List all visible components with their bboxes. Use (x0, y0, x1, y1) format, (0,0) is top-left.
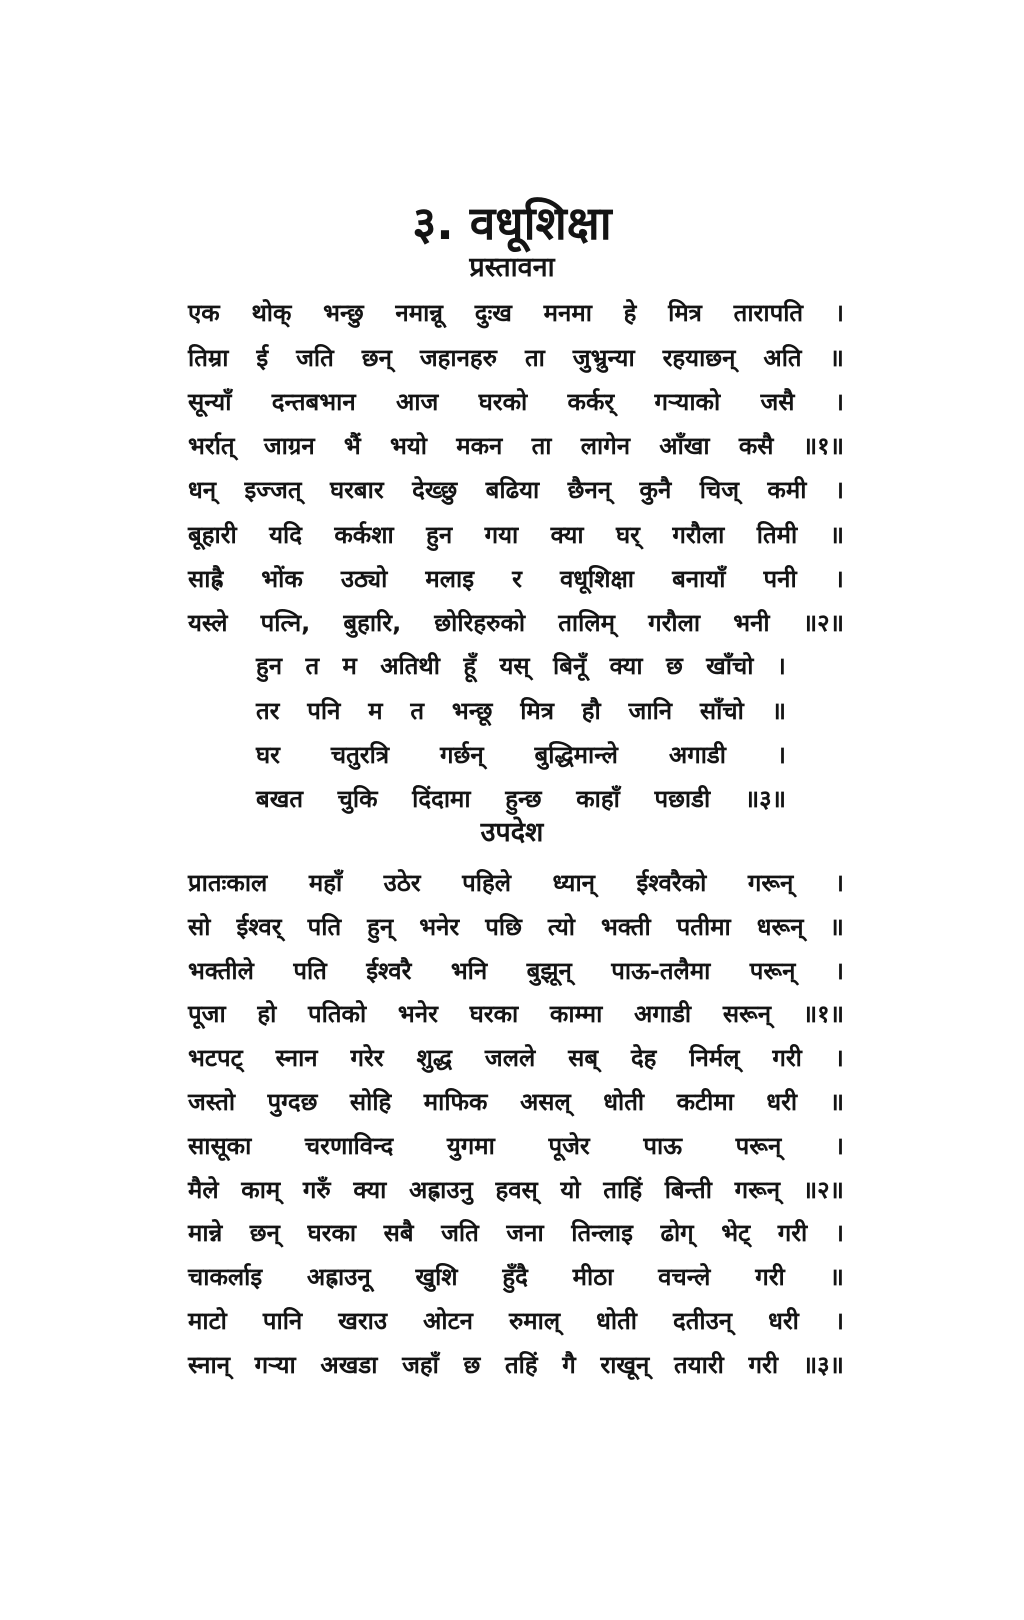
section-heading-upadesh: उपदेश (480, 817, 544, 848)
verse-line: यस्ले पत्नि, बुहारि, छोरिहरुको तालिम् गरौला भनी ॥२॥ (188, 609, 844, 637)
verse-line: भर्रात् जाग्रन भैं भयो मकन ता लागेन आँखा कसै ॥१॥ (188, 432, 844, 460)
verse-line: पूजा हो पतिको भनेर घरका काम्मा अगाडी सरून् ॥१॥ (188, 1000, 844, 1028)
verse-line: सून्याँ दन्तबभान आज घरको कर्कर् गऱ्याको जसै । (188, 388, 844, 416)
verse-line: बखत चुकि दिंदामा हुन्छ काहाँ पछाडी ॥३॥ (256, 785, 786, 813)
verse-line: मैले काम् गरुँ क्या अह्राउनु हवस् यो ताहिं बिन्ती गरून् ॥२॥ (188, 1176, 844, 1204)
verse-line: चाकर्लाइ अह्राउनू खुशि हुँदै मीठा वचन्ले गरी ॥ (188, 1263, 844, 1291)
verse-line: स्नान् गऱ्या अखडा जहाँ छ तहिं गै राखून् तयारी गरी ॥३॥ (188, 1351, 844, 1379)
verse-line: भक्तीले पति ईश्वरै भनि बुझून् पाऊ-तलैमा परून् । (188, 957, 844, 985)
verse-line: जस्तो पुग्दछ सोहि माफिक असल् धोती कटीमा धरी ॥ (188, 1088, 844, 1116)
verse-line: साह्रै भोंक उठ्यो मलाइ र वधूशिक्षा बनायाँ पनी । (188, 565, 844, 593)
verse-line: प्रातःकाल महाँ उठेर पहिले ध्यान् ईश्वरैको गरून् । (188, 869, 844, 897)
verse-line: बूहारी यदि कर्कशा हुन गया क्या घर् गरौला तिमी ॥ (188, 521, 844, 549)
verse-line: माटो पानि खराउ ओटन रुमाल् धोती दतीउन् धरी । (188, 1307, 844, 1335)
verse-line: धन् इज्जत् घरबार देख्छु बढिया छैनन् कुनै चिज् कमी । (188, 476, 844, 504)
section-heading-prastavana: प्रस्तावना (469, 252, 555, 283)
verse-line: तिम्रा ई जति छन् जहानहरु ता जुभ्रुन्या रहयाछन् अति ॥ (188, 344, 844, 372)
chapter-title: ३. वधूशिक्षा (412, 196, 612, 250)
verse-line: मान्ने छन् घरका सबै जति जना तिन्लाइ ढोग् भेट् गरी । (188, 1219, 844, 1247)
verse-line: सो ईश्वर् पति हुन् भनेर पछि त्यो भक्ती पतीमा धरून् ॥ (188, 913, 844, 941)
verse-line: घर चतुरत्रि गर्छन् बुद्धिमान्ले अगाडी । (256, 741, 786, 769)
verse-line: तर पनि म त भन्छू मित्र हौ जानि साँचो ॥ (256, 697, 786, 725)
verse-line: एक थोक् भन्छु नमान्नू दुःख मनमा हे मित्र तारापति । (188, 299, 844, 327)
verse-line: हुन त म अतिथी हूँ यस् बिनूँ क्या छ खाँचो । (256, 652, 786, 680)
verse-line: भटपट् स्नान गरेर शुद्ध जलले सब् देह निर्मल् गरी । (188, 1044, 844, 1072)
verse-line: सासूका चरणाविन्द युगमा पूजेर पाऊ परून् । (188, 1132, 844, 1160)
